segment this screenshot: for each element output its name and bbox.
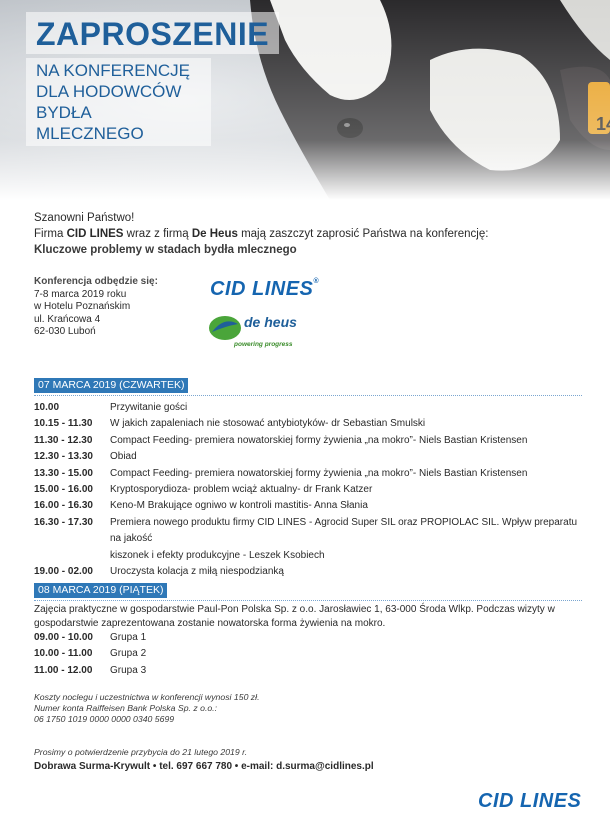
description: Keno-M Brakujące ogniwo w kontroli mastitis- Anna Słania	[110, 500, 368, 512]
schedule-row	[34, 416, 582, 432]
subtitle-line: NA KONFERENCJĘ	[36, 61, 190, 80]
company-name: De Heus	[191, 228, 238, 240]
de-heus-tagline: powering progress	[234, 341, 293, 348]
cid-lines-logo-text: CID LINES	[210, 278, 314, 300]
schedule-row	[34, 630, 582, 646]
schedule-row	[34, 663, 582, 679]
page-title: ZAPROSZENIE	[36, 16, 270, 52]
subtitle-box	[26, 58, 211, 146]
time: 16.30 - 17.30	[34, 516, 93, 528]
venue-line: w Hotelu Poznańskim	[34, 301, 131, 313]
venue-line: ul. Krańcowa 4	[34, 313, 101, 325]
invitation-text: wraz z firmą	[123, 228, 192, 240]
intro	[34, 210, 594, 258]
description: kiszonek i efekty produkcyjne - Leszek Ksobiech	[110, 549, 325, 561]
day1-header: 07 MARCA 2019 (CZWARTEK)	[34, 378, 188, 393]
schedule-row	[34, 449, 582, 465]
de-heus-logo	[208, 314, 318, 350]
time: 13.30 - 15.00	[34, 467, 93, 479]
time: 16.00 - 16.30	[34, 500, 93, 512]
description: Grupa 3	[110, 664, 147, 676]
divider	[34, 600, 582, 601]
day1-schedule	[34, 400, 582, 580]
conference-topic: Kluczowe problemy w stadach bydła mlecznego	[34, 244, 297, 256]
costs-line: Koszty noclegu i uczestnictwa w konferencji wynosi 150 zł.	[34, 692, 260, 702]
time: 15.00 - 16.00	[34, 484, 93, 496]
time: 11.30 - 12.30	[34, 434, 93, 446]
account-number: 06 1750 1019 0000 0000 0340 5699	[34, 714, 175, 724]
venue-label: Konferencja odbędzie się:	[34, 276, 158, 287]
invitation-line	[34, 226, 594, 242]
description: Grupa 2	[110, 648, 147, 660]
subtitle-line: DLA HODOWCÓW	[36, 82, 182, 101]
schedule-row	[34, 515, 582, 548]
costs-line: Numer konta Raiffeisen Bank Polska Sp. z o.o.:	[34, 703, 218, 713]
description: Compact Feeding- premiera nowatorskiej formy żywienia „na mokro”- Niels Bastian Kristensen	[110, 467, 528, 479]
day2-description: Zajęcia praktyczne w gospodarstwie Paul-Pon Polska Sp. z o.o. Jarosławiec 1, 63-000 Środa Wlkp. Podczas wizyty w gospodarstwie zaprezentowana zostanie nowatorska forma żywienia na mokro.	[34, 604, 555, 629]
schedule-row	[34, 433, 582, 449]
schedule-row	[34, 482, 582, 498]
description: Premiera nowego produktu firmy CID LINES - Agrocid Super SIL oraz PROPIOLAC SIL. Wpływ preparatu na jakość	[110, 516, 578, 545]
cid-lines-logo: CID LINES®	[210, 278, 320, 300]
schedule-row	[34, 564, 582, 580]
time: 11.00 - 12.00	[34, 664, 93, 676]
de-heus-leaf-icon	[208, 314, 242, 342]
contact-line: Dobrawa Surma-Krywult • tel. 697 667 780 • e-mail: d.surma@cidlines.pl	[34, 761, 374, 772]
day2-schedule	[34, 630, 582, 679]
schedule-row	[34, 498, 582, 514]
greeting: Szanowni Państwo!	[34, 212, 135, 224]
schedule-row	[34, 548, 582, 564]
costs-info	[34, 692, 260, 725]
description: Przywitanie gości	[110, 402, 188, 413]
footer-cid-lines-logo: CID LINES	[478, 790, 582, 812]
hero-banner	[0, 0, 610, 200]
time: 09.00 - 10.00	[34, 632, 93, 643]
rsvp-note: Prosimy o potwierdzenie przybycia do 21 lutego 2019 r.	[34, 747, 248, 757]
subtitle-line: BYDŁA MLECZNEGO	[36, 103, 144, 143]
description: Obiad	[110, 451, 137, 463]
time: 12.30 - 13.30	[34, 451, 93, 463]
time	[34, 548, 110, 564]
time: 10.15 - 11.30	[34, 418, 93, 430]
schedule-row	[34, 400, 582, 416]
schedule-row	[34, 646, 582, 662]
company-name: CID LINES	[66, 228, 124, 240]
de-heus-logo-text: de heus	[244, 314, 297, 330]
description: Kryptosporydioza- problem wciąż aktualny- dr Frank Katzer	[110, 484, 373, 496]
invitation-text: mają zaszczyt zaprosić Państwa na konferencję:	[237, 228, 489, 240]
schedule-row	[34, 466, 582, 482]
venue-line: 7-8 marca 2019 roku	[34, 288, 127, 300]
venue-info	[34, 276, 158, 339]
description: Compact Feeding- premiera nowatorskiej formy żywienia „na mokro”- Niels Bastian Kristensen	[110, 434, 528, 446]
time: 10.00	[34, 402, 60, 413]
title-box	[26, 12, 279, 54]
venue-line: 62-030 Luboń	[34, 326, 96, 338]
description: Uroczysta kolacja z miłą niespodzianką	[110, 566, 284, 578]
description: W jakich zapaleniach nie stosować antybiotyków- dr Sebastian Smulski	[110, 418, 426, 430]
divider	[34, 395, 582, 396]
description: Grupa 1	[110, 632, 147, 643]
day2-header: 08 MARCA 2019 (PIĄTEK)	[34, 583, 167, 598]
time: 19.00 - 02.00	[34, 566, 93, 578]
time: 10.00 - 11.00	[34, 648, 93, 660]
invitation-text: Firma	[34, 228, 67, 240]
